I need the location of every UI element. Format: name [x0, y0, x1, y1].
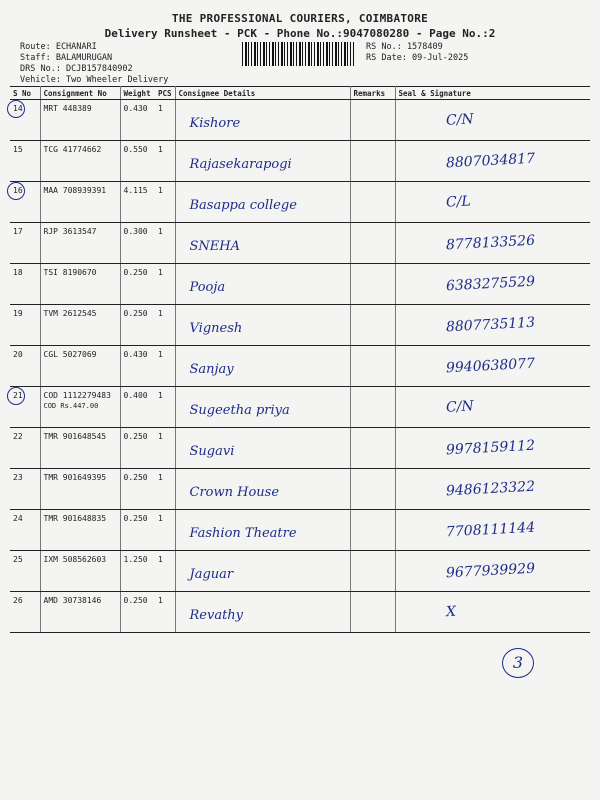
runsheet-subtitle: Delivery Runsheet - PCK - Phone No.:9047080280 - Page No.:2: [104, 27, 496, 40]
row-sno-cell: [10, 387, 40, 428]
row-consignment-cell: [40, 346, 120, 387]
col-remarks: Remarks: [350, 87, 395, 100]
row-pcs: 1: [158, 268, 163, 277]
row-sno: 19: [13, 309, 23, 318]
row-sno-cell: [10, 141, 40, 182]
row-weight: 0.250: [123, 514, 148, 523]
row-weight-cell: [120, 551, 155, 592]
row-signature-cell: [395, 346, 590, 387]
row-pcs: 1: [158, 555, 163, 564]
handwritten-signature: 8807034817: [445, 150, 535, 172]
row-weight-cell: [120, 141, 155, 182]
row-consignee-cell: [175, 141, 350, 182]
handwritten-consignee: Sugeetha priya: [189, 403, 290, 418]
row-remarks-cell: [350, 141, 395, 182]
handwritten-consignee: Crown House: [189, 485, 280, 500]
row-pcs: 1: [158, 514, 163, 523]
handwritten-consignee: Pooja: [189, 280, 226, 295]
row-remarks-cell: [350, 592, 395, 633]
handwritten-signature: 6383275529: [445, 273, 535, 295]
row-consignee-cell: [175, 182, 350, 223]
row-sno: 16: [13, 186, 23, 195]
col-consignment: Consignment No: [40, 87, 120, 100]
handwritten-signature: C/N: [445, 111, 474, 129]
table-row: [10, 141, 590, 182]
row-consignment-cell: [40, 469, 120, 510]
row-pcs-cell: [155, 428, 175, 469]
row-consignment: TMR 901649395: [43, 473, 107, 482]
row-sno: 22: [13, 432, 23, 441]
page-number-mark: 3: [502, 648, 534, 678]
row-sno-cell: [10, 100, 40, 141]
barcode-image: [242, 42, 354, 66]
row-sno-cell: [10, 592, 40, 633]
handwritten-consignee: Rajasekarapogi: [189, 157, 292, 172]
row-consignment: TCG 41774662: [43, 145, 102, 154]
handwritten-signature: 9940638077: [445, 355, 535, 377]
row-weight: 0.250: [123, 309, 148, 318]
row-consignment-cell: [40, 428, 120, 469]
circle-mark: [7, 387, 25, 405]
row-signature-cell: [395, 469, 590, 510]
row-sno: 23: [13, 473, 23, 482]
row-consignee-cell: [175, 510, 350, 551]
handwritten-signature: 9486123322: [445, 478, 535, 500]
row-pcs-cell: [155, 592, 175, 633]
row-sno: 14: [13, 104, 23, 113]
table-row: [10, 592, 590, 633]
staff-label: Staff: BALAMURUGAN: [20, 53, 113, 63]
circle-mark: [7, 100, 25, 118]
row-sno: 26: [13, 596, 23, 605]
col-seal: Seal & Signature: [395, 87, 590, 100]
row-sno-cell: [10, 264, 40, 305]
row-pcs-cell: [155, 141, 175, 182]
row-remarks-cell: [350, 428, 395, 469]
table-row: [10, 100, 590, 141]
col-weight: Weight: [120, 87, 155, 100]
row-pcs-cell: [155, 182, 175, 223]
row-signature-cell: [395, 264, 590, 305]
row-consignment-cell: [40, 223, 120, 264]
company-title: THE PROFESSIONAL COURIERS, COIMBATORE: [171, 12, 429, 25]
row-consignment-cell: [40, 305, 120, 346]
table-row: [10, 346, 590, 387]
row-consignee-cell: [175, 346, 350, 387]
row-sno-cell: [10, 551, 40, 592]
table-header-row: [10, 87, 590, 100]
drs-label: DRS No.: DCJB157840902: [20, 64, 133, 74]
row-remarks-cell: [350, 346, 395, 387]
row-signature-cell: [395, 387, 590, 428]
table-row: [10, 305, 590, 346]
handwritten-consignee: Kishore: [189, 116, 241, 131]
handwritten-consignee: Jaguar: [189, 567, 234, 582]
row-signature-cell: [395, 551, 590, 592]
row-remarks-cell: [350, 264, 395, 305]
row-pcs-cell: [155, 346, 175, 387]
handwritten-signature: 8807735113: [445, 314, 535, 336]
row-consignment: TMR 901648835: [43, 514, 107, 523]
handwritten-signature: X: [445, 603, 456, 621]
row-pcs: 1: [158, 473, 163, 482]
row-consignment-cell: [40, 510, 120, 551]
row-pcs-cell: [155, 551, 175, 592]
row-consignment: AMD 30738146: [43, 596, 102, 605]
row-consignee-cell: [175, 100, 350, 141]
table-row: [10, 223, 590, 264]
handwritten-consignee: SNEHA: [189, 239, 240, 254]
row-remarks-cell: [350, 223, 395, 264]
row-signature-cell: [395, 100, 590, 141]
rs-date: RS Date: 09-Jul-2025: [366, 53, 469, 63]
row-consignee-cell: [175, 592, 350, 633]
row-consignee-cell: [175, 469, 350, 510]
row-consignment-cell: [40, 141, 120, 182]
handwritten-signature: 9677939929: [445, 560, 535, 582]
row-pcs: 1: [158, 596, 163, 605]
row-weight: 0.250: [123, 596, 148, 605]
vehicle-label: Vehicle: Two Wheeler Delivery: [20, 75, 169, 85]
row-weight: 1.250: [123, 555, 148, 564]
row-pcs: 1: [158, 432, 163, 441]
handwritten-consignee: Sanjay: [189, 362, 234, 377]
row-sno-cell: [10, 223, 40, 264]
handwritten-signature: C/L: [445, 193, 471, 211]
row-weight-cell: [120, 510, 155, 551]
row-pcs: 1: [158, 104, 163, 113]
table-row: [10, 387, 590, 428]
table-row: [10, 551, 590, 592]
table-row: [10, 469, 590, 510]
row-pcs-cell: [155, 469, 175, 510]
circle-mark: [7, 182, 25, 200]
row-sno: 24: [13, 514, 23, 523]
row-sno-cell: [10, 469, 40, 510]
row-weight: 0.250: [123, 268, 148, 277]
row-remarks-cell: [350, 182, 395, 223]
row-weight: 0.250: [123, 473, 148, 482]
row-consignment-cell: [40, 264, 120, 305]
row-consignment: TSI 8190670: [43, 268, 97, 277]
row-weight-cell: [120, 182, 155, 223]
row-sno-cell: [10, 428, 40, 469]
row-weight: 0.250: [123, 432, 148, 441]
row-signature-cell: [395, 182, 590, 223]
row-pcs-cell: [155, 223, 175, 264]
handwritten-signature: 7708111144: [445, 519, 535, 541]
row-sno: 17: [13, 227, 23, 236]
row-remarks-cell: [350, 100, 395, 141]
row-weight-cell: [120, 428, 155, 469]
row-consignee-cell: [175, 264, 350, 305]
row-weight: 0.300: [123, 227, 148, 236]
row-weight-cell: [120, 346, 155, 387]
row-consignment: CGL 5027069: [43, 350, 97, 359]
handwritten-consignee: Vignesh: [189, 321, 243, 336]
row-consignee-cell: [175, 428, 350, 469]
row-remarks-cell: [350, 469, 395, 510]
row-remarks-cell: [350, 305, 395, 346]
row-pcs: 1: [158, 391, 163, 400]
row-consignment-cell: [40, 387, 120, 428]
row-signature-cell: [395, 428, 590, 469]
handwritten-signature: 9978159112: [445, 437, 535, 459]
row-consignment: MAA 708939391: [43, 186, 107, 195]
handwritten-consignee: Revathy: [189, 608, 244, 623]
row-signature-cell: [395, 510, 590, 551]
row-consignment-cell: [40, 551, 120, 592]
table-row: [10, 182, 590, 223]
row-weight-cell: [120, 469, 155, 510]
row-sno: 25: [13, 555, 23, 564]
row-consignment: COD 1112279483: [43, 391, 111, 400]
row-weight-cell: [120, 305, 155, 346]
row-sno-cell: [10, 182, 40, 223]
row-signature-cell: [395, 592, 590, 633]
row-consignment: TVM 2612545: [43, 309, 97, 318]
row-consignee-cell: [175, 387, 350, 428]
row-pcs: 1: [158, 309, 163, 318]
col-pcs: PCS: [155, 87, 175, 100]
row-consignment: TMR 901648545: [43, 432, 107, 441]
row-pcs-cell: [155, 510, 175, 551]
row-consignment-cell: [40, 592, 120, 633]
row-consignee-cell: [175, 551, 350, 592]
cod-amount: COD Rs.447.00: [43, 402, 99, 410]
row-pcs-cell: [155, 264, 175, 305]
handwritten-signature: C/N: [445, 398, 474, 416]
handwritten-consignee: Sugavi: [189, 444, 235, 459]
row-weight: 0.550: [123, 145, 148, 154]
route-label: Route: ECHANARI: [20, 42, 97, 52]
row-signature-cell: [395, 305, 590, 346]
row-pcs: 1: [158, 145, 163, 154]
row-sno: 18: [13, 268, 23, 277]
row-signature-cell: [395, 223, 590, 264]
row-weight-cell: [120, 100, 155, 141]
row-weight: 0.430: [123, 350, 148, 359]
row-sno: 20: [13, 350, 23, 359]
row-signature-cell: [395, 141, 590, 182]
row-weight-cell: [120, 387, 155, 428]
row-pcs-cell: [155, 305, 175, 346]
rs-number: RS No.: 1578409: [366, 42, 443, 52]
row-weight: 0.430: [123, 104, 148, 113]
row-consignee-cell: [175, 223, 350, 264]
table-row: [10, 428, 590, 469]
row-sno-cell: [10, 510, 40, 551]
handwritten-consignee: Basappa college: [189, 198, 297, 213]
row-remarks-cell: [350, 551, 395, 592]
row-consignee-cell: [175, 305, 350, 346]
row-remarks-cell: [350, 387, 395, 428]
row-remarks-cell: [350, 510, 395, 551]
row-consignment-cell: [40, 100, 120, 141]
row-weight: 4.115: [123, 186, 148, 195]
row-weight: 0.400: [123, 391, 148, 400]
row-consignment: RJP 3613547: [43, 227, 97, 236]
row-consignment: MRT 448389: [43, 104, 92, 113]
row-weight-cell: [120, 592, 155, 633]
table-row: [10, 264, 590, 305]
row-pcs: 1: [158, 186, 163, 195]
row-pcs: 1: [158, 350, 163, 359]
row-weight-cell: [120, 264, 155, 305]
handwritten-consignee: Fashion Theatre: [189, 526, 297, 541]
row-sno: 21: [13, 391, 23, 400]
row-pcs-cell: [155, 100, 175, 141]
col-consignee: Consignee Details: [175, 87, 350, 100]
row-consignment-cell: [40, 182, 120, 223]
col-sno: S No: [10, 87, 40, 100]
row-sno-cell: [10, 305, 40, 346]
runsheet-table: [10, 86, 590, 633]
table-row: [10, 510, 590, 551]
handwritten-signature: 8778133526: [445, 232, 535, 254]
row-pcs: 1: [158, 227, 163, 236]
row-sno: 15: [13, 145, 23, 154]
row-weight-cell: [120, 223, 155, 264]
row-consignment: IXM 508562603: [43, 555, 107, 564]
row-sno-cell: [10, 346, 40, 387]
row-pcs-cell: [155, 387, 175, 428]
